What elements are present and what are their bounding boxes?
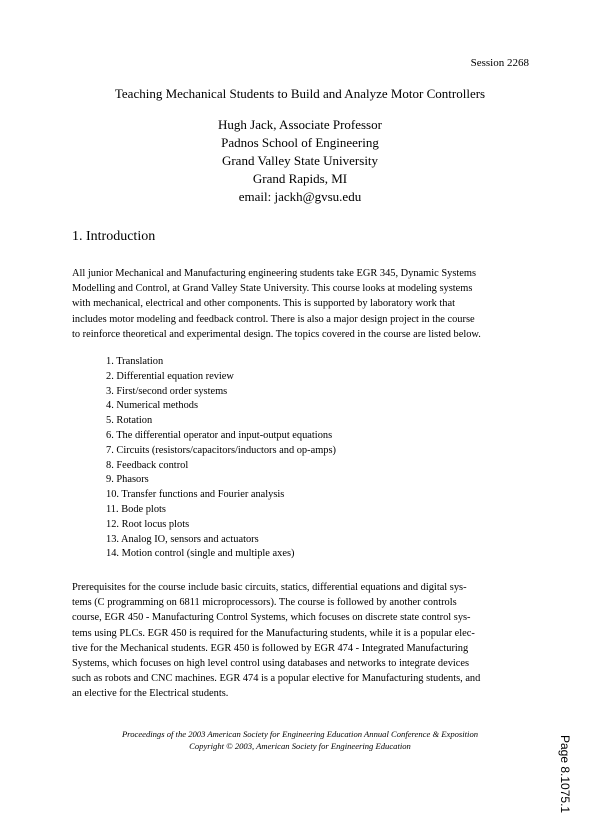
footer-copyright: Copyright © 2003, American Society for Engineering Education	[189, 741, 411, 751]
author-block	[0, 116, 600, 206]
paragraph-line: Systems, which focuses on high level control using databases and networks to integrate devices	[72, 658, 470, 670]
list-item: 5. Rotation	[106, 415, 153, 427]
author-location: Grand Rapids, MI	[252, 171, 348, 186]
paragraph-line: an elective for the Electrical students.	[72, 688, 229, 700]
paragraph-line: tems using PLCs. EGR 450 is required for the Manufacturing students, while it is a popular elec-	[72, 627, 475, 639]
paragraph-line: All junior Mechanical and Manufacturing engineering students take EGR 345, Dynamic Systems	[72, 268, 476, 279]
paragraph-line: tems (C programming on 6811 microprocessors). The course is followed by another controls	[72, 597, 457, 609]
author-email: email: jackh@gvsu.edu	[238, 189, 362, 204]
list-item: 3. First/second order systems	[106, 385, 228, 397]
list-item: 12. Root locus plots	[106, 518, 190, 530]
footer	[0, 728, 600, 752]
section-heading: 1. Introduction	[72, 229, 156, 244]
list-item: 8. Feedback control	[106, 459, 189, 471]
list-item: 13. Analog IO, sensors and actuators	[106, 533, 259, 545]
list-item: 11. Bode plots	[106, 503, 166, 515]
author-name: Hugh Jack, Associate Professor	[218, 117, 382, 132]
list-item: 7. Circuits (resistors/capacitors/inductors and op-amps)	[106, 444, 336, 456]
session-number: Session 2268	[470, 57, 529, 69]
footer-proceedings: Proceedings of the 2003 American Society for Engineering Education Annual Conference & Exposition	[121, 729, 479, 739]
prerequisites-paragraph	[72, 580, 542, 702]
author-department: Padnos School of Engineering	[221, 135, 379, 150]
page-stamp: Page 8.1075.1	[558, 735, 572, 813]
list-item: 14. Motion control (single and multiple axes)	[106, 548, 295, 560]
paragraph-line: course, EGR 450 - Manufacturing Control Systems, which focuses on discrete state control sys-	[72, 612, 471, 624]
paragraph-line: such as robots and CNC machines. EGR 474 is a popular elective for Manufacturing students, and	[72, 673, 481, 685]
list-item: 6. The differential operator and input-output equations	[106, 429, 333, 441]
list-item: 1. Translation	[106, 356, 164, 367]
paragraph-line: includes motor modeling and feedback control. There is also a major design project in the course	[72, 313, 475, 325]
paragraph-line: Modelling and Control, at Grand Valley State University. This course looks at modeling systems	[72, 283, 473, 295]
list-item: 4. Numerical methods	[106, 400, 199, 412]
paragraph-line: Prerequisites for the course include basic circuits, statics, differential equations and digital sys-	[72, 582, 467, 593]
paper-title: Teaching Mechanical Students to Build and Analyze Motor Controllers	[114, 86, 486, 101]
list-item: 2. Differential equation review	[106, 370, 234, 382]
list-item: 9. Phasors	[106, 474, 149, 486]
paragraph-line: to reinforce theoretical and experimental design. The topics covered in the course are listed below.	[72, 328, 481, 340]
paragraph-line: with mechanical, electrical and other components. This is supported by laboratory work that	[72, 298, 455, 310]
intro-paragraph	[72, 266, 542, 342]
paragraph-line: tive for the Mechanical students. EGR 450 is followed by EGR 474 - Integrated Manufacturing	[72, 642, 469, 654]
topic-list	[106, 355, 336, 562]
list-item: 10. Transfer functions and Fourier analysis	[106, 489, 285, 501]
author-university: Grand Valley State University	[221, 153, 379, 168]
